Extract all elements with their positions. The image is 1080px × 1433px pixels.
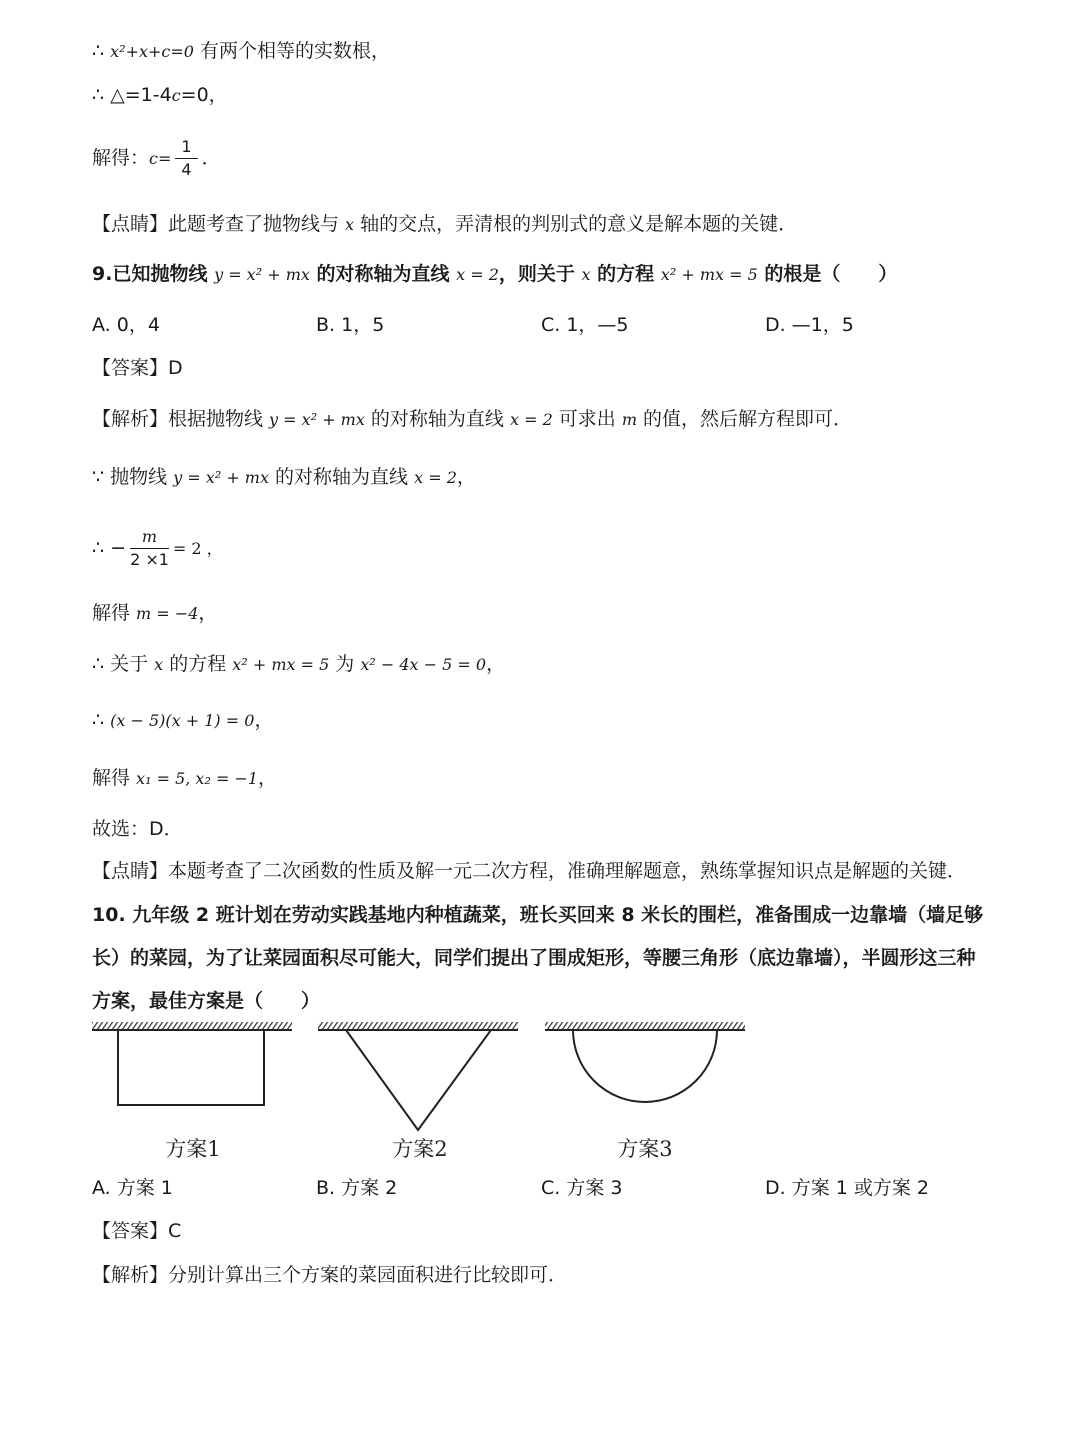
wall-hatch	[92, 1022, 292, 1030]
wall-hatch	[318, 1022, 518, 1030]
step-6: 解得 x₁ = 5, x₂ = −1，	[92, 767, 278, 789]
triangle-fence	[346, 1030, 491, 1130]
fraction: $\frac{1}{4}$	[175, 136, 197, 181]
option-d-10: D. 方案 1 或方案 2	[765, 1177, 930, 1199]
question-10-line-2: 长）的菜园，为了让菜园面积尽可能大，同学们提出了围成矩形，等腰三角形（底边靠墙），半圆形这三种	[92, 947, 976, 969]
option-c-10: C. 方案 3	[541, 1177, 623, 1199]
fraction: $\frac{m}{2 \times 1}$	[130, 527, 169, 569]
analysis-9: 【解析】根据抛物线 y = x² + mx 的对称轴为直线 x = 2 可求出 m 的值，然后解方程即可．	[92, 408, 853, 430]
equation: x²+x+c=0	[110, 42, 194, 61]
option-b: B. 1，5	[316, 314, 385, 336]
figure-1-label: 方案1	[165, 1137, 221, 1161]
analysis-10: 【解析】分别计算出三个方案的菜园面积进行比较即可．	[92, 1264, 568, 1286]
figures	[0, 1010, 1080, 1170]
step-1: ∵ 抛物线 y = x² + mx 的对称轴为直线 x = 2，	[92, 466, 476, 488]
step-3: 解得 m = −4，	[92, 602, 218, 624]
answer-10: 【答案】C	[92, 1220, 182, 1242]
line-solve-c: 解得：c= $\frac{1}{4}$ ．	[92, 137, 221, 179]
figure-triangle	[318, 1022, 518, 1161]
option-a-10: A. 方案 1	[92, 1177, 173, 1199]
rectangle-fence	[118, 1030, 264, 1105]
question-10-line-1: 10. 九年级 2 班计划在劳动实践基地内种植蔬菜，班长买回来 8 米长的围栏，准备围成一边靠墙（墙足够	[92, 904, 984, 926]
option-a: A. 0，4	[92, 314, 160, 336]
step-5: ∴ (x − 5)(x + 1) = 0，	[92, 709, 274, 731]
wall-hatch	[545, 1022, 745, 1030]
step-7: 故选：D．	[92, 818, 183, 840]
step-2: ∴ − $\frac{m}{2 \times 1}$ = 2 ，	[92, 527, 223, 569]
figure-3-label: 方案3	[617, 1137, 673, 1161]
semicircle-fence	[573, 1030, 717, 1102]
answer-9: 【答案】D	[92, 357, 183, 379]
option-c: C. 1，—5	[541, 314, 629, 336]
step-4: ∴ 关于 x 的方程 x² + mx = 5 为 x² − 4x − 5 = 0，	[92, 653, 506, 675]
line-discriminant: ∴ △=1-4c=0，	[92, 84, 228, 106]
question-9: 9.已知抛物线 y = x² + mx 的对称轴为直线 x = 2，则关于 x 的方程 x² + mx = 5 的根是（ ）	[92, 263, 898, 285]
dianjing-9: 【点睛】本题考查了二次函数的性质及解一元二次方程，准确理解题意，熟练掌握知识点是解题的关键．	[92, 860, 967, 882]
option-d: D. —1，5	[765, 314, 854, 336]
line-dianjing-8: 【点睛】此题考查了抛物线与 x 轴的交点，弄清根的判别式的意义是解本题的关键．	[92, 213, 798, 235]
line-equal-roots: ∴ x²+x+c=0 有两个相等的实数根，	[92, 40, 391, 62]
figure-semicircle	[545, 1022, 745, 1161]
option-b-10: B. 方案 2	[316, 1177, 398, 1199]
figure-rectangle	[92, 1022, 292, 1161]
question-10-line-3: 方案，最佳方案是（ ）	[92, 990, 321, 1012]
figure-2-label: 方案2	[392, 1137, 448, 1161]
